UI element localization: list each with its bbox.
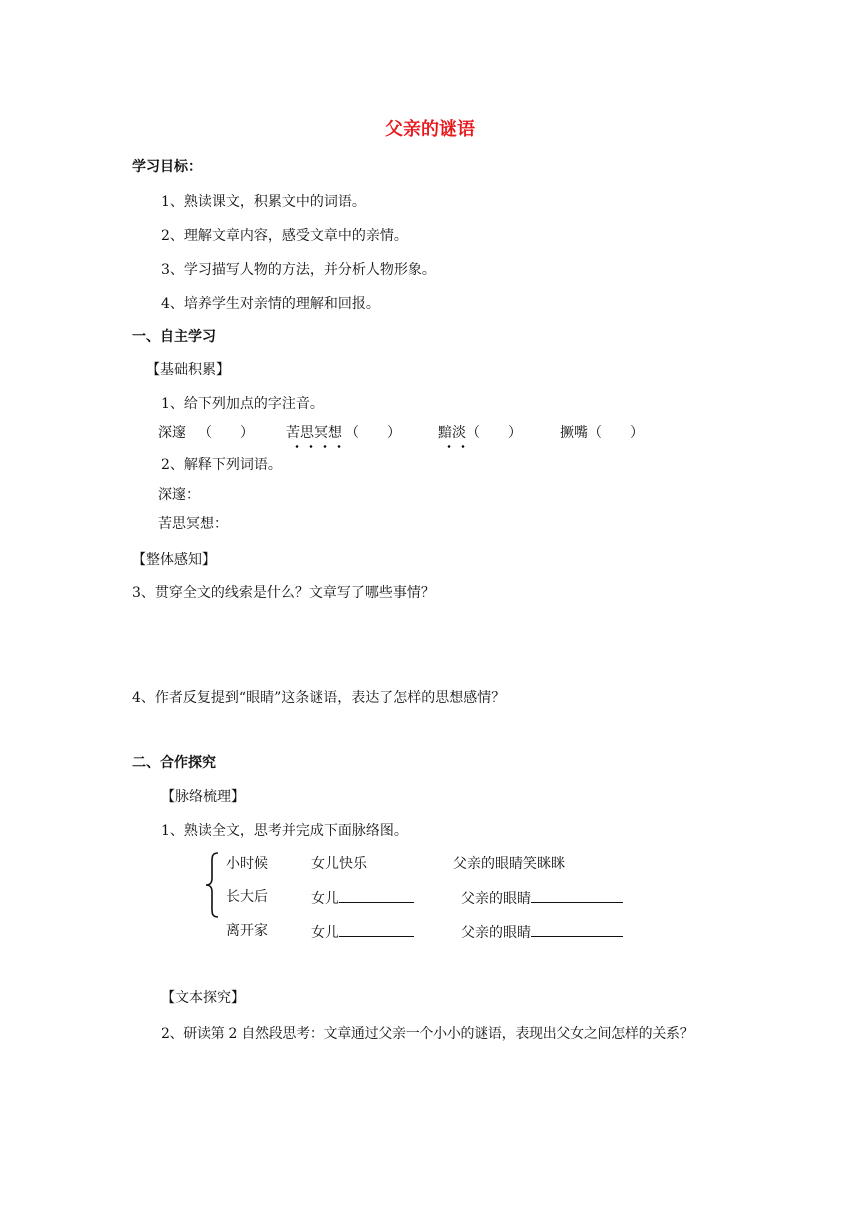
goal-item: 2、理解文章内容，感受文章中的亲情。 <box>161 228 408 244</box>
question-2: 2、解释下列词语。 <box>161 457 282 473</box>
pinyin-word-3-wrap <box>438 424 466 442</box>
outline-father: 父亲的眼睛笑眯眯 <box>453 856 565 872</box>
answer-blank[interactable] <box>531 922 623 937</box>
outline-daughter-wrap <box>311 922 414 942</box>
text-subheading: 【文本探究】 <box>161 990 245 1006</box>
outline-father: 父亲的眼睛 <box>461 891 531 907</box>
question-1: 1、给下列加点的字注音。 <box>161 396 324 412</box>
basics-subheading: 【基础积累】 <box>146 362 230 378</box>
page-title: 父亲的谜语 <box>385 119 475 140</box>
outline-daughter: 女儿快乐 <box>311 856 367 872</box>
answer-blank[interactable] <box>339 888 414 903</box>
pinyin-blank-1: （ ） <box>198 425 254 441</box>
outline-father-wrap <box>461 888 623 908</box>
goal-item: 1、熟读课文，积累文中的词语。 <box>161 194 366 210</box>
overall-subheading: 【整体感知】 <box>132 552 216 568</box>
pinyin-word-2: 苦思冥想 <box>286 425 342 441</box>
outline-stage: 小时候 <box>226 856 268 872</box>
outline-daughter-wrap <box>311 888 414 908</box>
pinyin-blank-3: （ ） <box>466 425 522 441</box>
curly-brace-icon <box>204 852 220 918</box>
pinyin-word-4: 撅嘴 <box>560 425 588 441</box>
term-1: 深邃： <box>158 487 200 503</box>
outline-daughter: 女儿 <box>311 891 339 907</box>
section2-heading: 二、合作探究 <box>132 755 216 771</box>
outline-father-wrap <box>461 922 623 942</box>
outline-subheading: 【脉络梳理】 <box>161 789 245 805</box>
answer-blank[interactable] <box>531 888 623 903</box>
goal-item: 4、培养学生对亲情的理解和回报。 <box>161 296 380 312</box>
question-4: 4、作者反复提到“眼睛”这条谜语，表达了怎样的思想感情？ <box>132 690 506 706</box>
section2-question-1: 1、熟读全文，思考并完成下面脉络图。 <box>161 823 408 839</box>
answer-blank[interactable] <box>339 922 414 937</box>
goal-item: 3、学习描写人物的方法，并分析人物形象。 <box>161 262 436 278</box>
section1-heading: 一、自主学习 <box>132 329 216 345</box>
pinyin-word-2-wrap <box>286 424 342 442</box>
term-2: 苦思冥想： <box>158 516 228 532</box>
section2-question-2: 2、研读第 2 自然段思考：文章通过父亲一个小小的谜语，表现出父女之间怎样的关系？ <box>161 1026 694 1042</box>
pinyin-word-1: 深邃 <box>158 425 186 441</box>
goals-heading: 学习目标： <box>132 159 202 175</box>
outline-daughter: 女儿 <box>311 925 339 941</box>
outline-stage: 长大后 <box>226 889 268 905</box>
outline-stage: 离开家 <box>226 923 268 939</box>
pinyin-blank-2: （ ） <box>345 425 401 441</box>
pinyin-word-3: 黯淡 <box>438 425 466 441</box>
pinyin-blank-4: （ ） <box>588 425 644 441</box>
question-3: 3、贯穿全文的线索是什么？文章写了哪些事情？ <box>132 585 435 601</box>
outline-father: 父亲的眼睛 <box>461 925 531 941</box>
